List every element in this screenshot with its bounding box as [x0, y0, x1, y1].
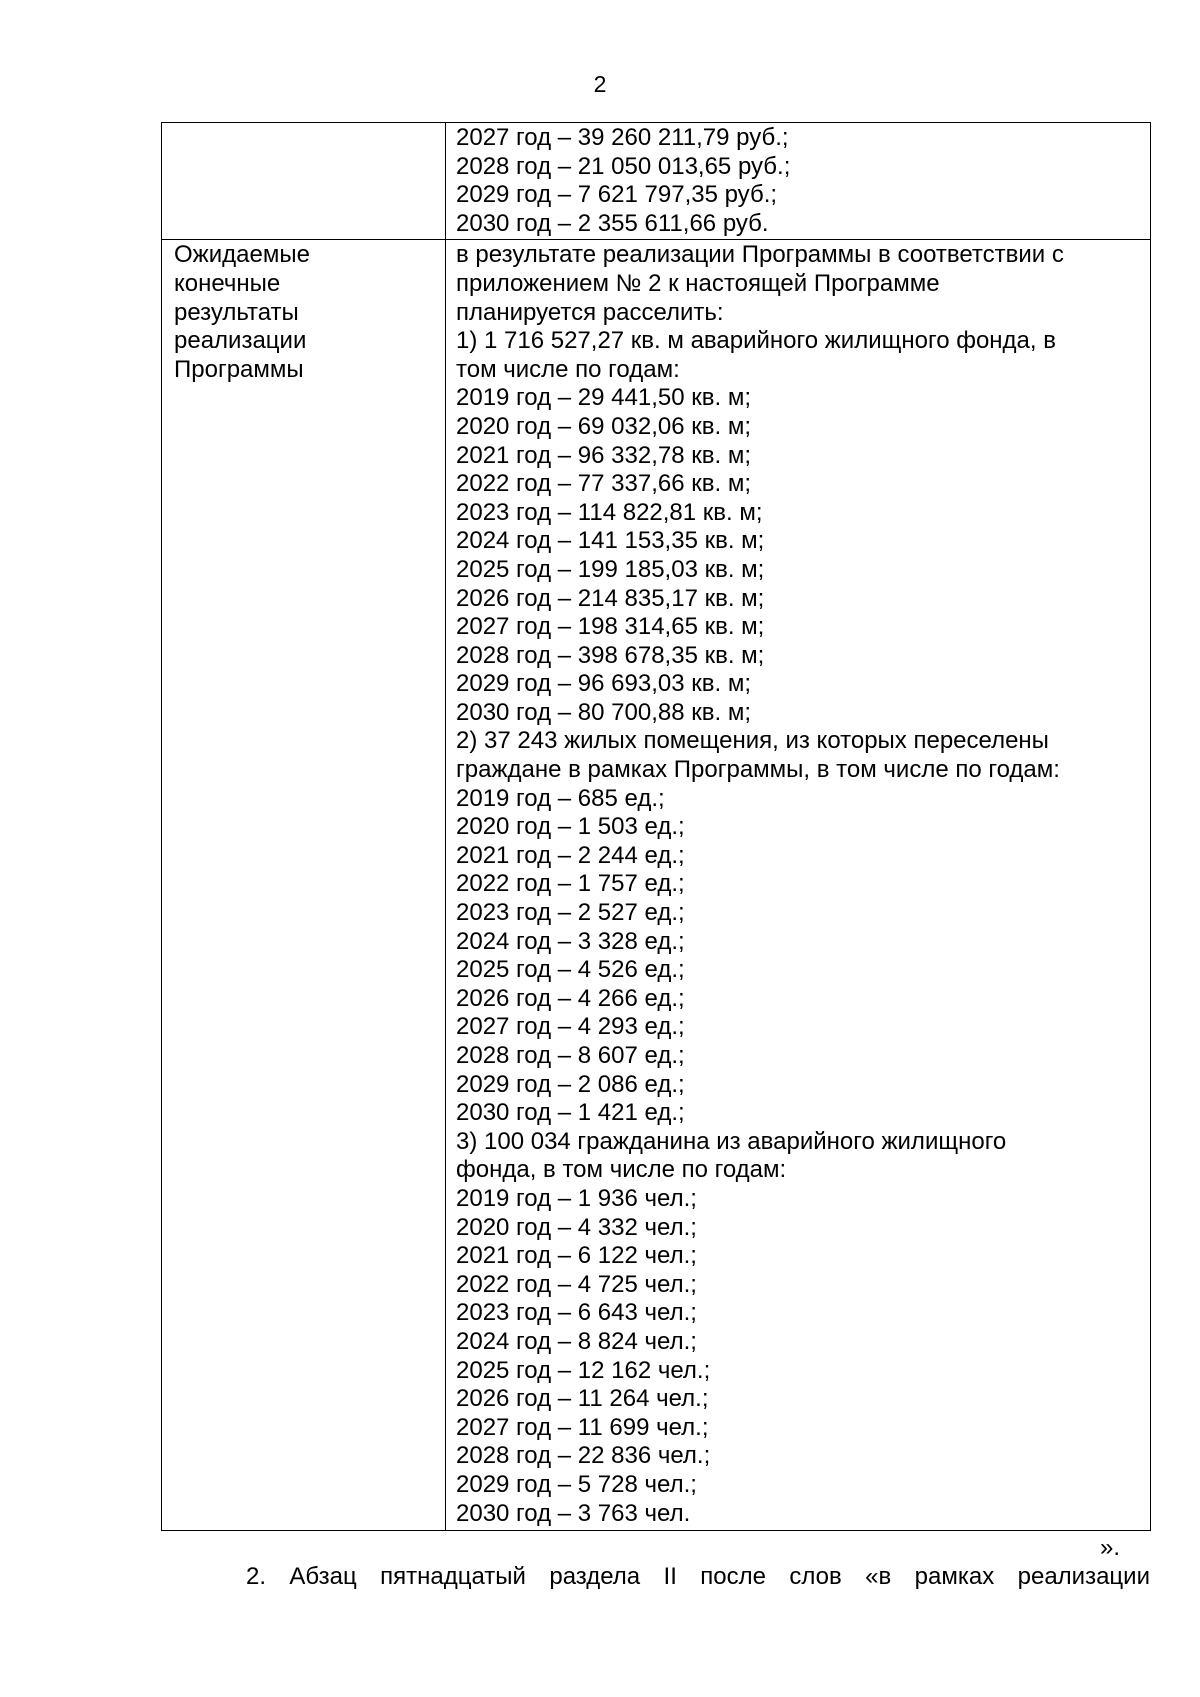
results-line: 2030 год – 80 700,88 кв. м;: [456, 698, 751, 726]
results-line: 2025 год – 4 526 ед.;: [456, 956, 685, 984]
results-line: 2023 год – 2 527 ед.;: [456, 899, 685, 927]
results-label-line: конечные: [174, 269, 281, 297]
results-line: 2019 год – 1 936 чел.;: [456, 1184, 697, 1212]
program-passport-table: [161, 122, 1151, 1531]
expected-results-label-cell: [162, 240, 446, 1531]
results-line: в результате реализации Программы в соответствии с: [456, 241, 1064, 269]
results-line: граждане в рамках Программы, в том числе по годам:: [456, 756, 1060, 784]
results-line: 3) 100 034 гражданина из аварийного жилищного: [456, 1127, 1007, 1155]
results-line: 2026 год – 4 266 ед.;: [456, 984, 685, 1012]
results-label-line: Ожидаемые: [174, 241, 310, 269]
results-line: 2026 год – 11 264 чел.;: [456, 1385, 709, 1413]
body-paragraph: 2. Абзац пятнадцатый раздела II после слов «в рамках реализации: [246, 1563, 1150, 1590]
results-line: 2020 год – 4 332 чел.;: [456, 1213, 697, 1241]
results-line: 1) 1 716 527,27 кв. м аварийного жилищного фонда, в: [456, 327, 1056, 355]
results-line: 2022 год – 1 757 ед.;: [456, 870, 685, 898]
results-line: том числе по годам:: [456, 355, 680, 383]
results-line: 2027 год – 198 314,65 кв. м;: [456, 613, 765, 641]
funding-line: 2030 год – 2 355 611,66 руб.: [456, 209, 769, 237]
funding-line: 2029 год – 7 621 797,35 руб.;: [456, 181, 778, 209]
results-label-line: результаты: [174, 298, 299, 326]
results-line: 2028 год – 398 678,35 кв. м;: [456, 641, 765, 669]
results-line: 2029 год – 5 728 чел.;: [456, 1470, 697, 1498]
results-line: фонда, в том числе по годам:: [456, 1156, 787, 1184]
funding-label-cell: [162, 123, 446, 240]
results-line: 2028 год – 22 836 чел.;: [456, 1442, 711, 1470]
results-line: приложением № 2 к настоящей Программе: [456, 269, 940, 297]
funding-line: 2028 год – 21 050 013,65 руб.;: [456, 152, 791, 180]
results-label-line: реализации: [174, 327, 307, 355]
results-line: 2027 год – 11 699 чел.;: [456, 1413, 709, 1441]
results-line: 2020 год – 1 503 ед.;: [456, 813, 685, 841]
closing-quote-mark: ».: [1100, 1534, 1121, 1561]
results-line: 2029 год – 96 693,03 кв. м;: [456, 670, 751, 698]
results-line: 2) 37 243 жилых помещения, из которых переселены: [456, 727, 1049, 755]
results-line: 2030 год – 3 763 чел.: [456, 1499, 691, 1527]
results-line: 2024 год – 141 153,35 кв. м;: [456, 527, 765, 555]
results-line: 2023 год – 6 643 чел.;: [456, 1299, 697, 1327]
results-line: 2019 год – 685 ед.;: [456, 784, 665, 812]
results-line: 2021 год – 96 332,78 кв. м;: [456, 441, 751, 469]
funding-values-cell: [446, 123, 1151, 240]
results-line: 2025 год – 199 185,03 кв. м;: [456, 555, 765, 583]
results-line: 2024 год – 8 824 чел.;: [456, 1327, 697, 1355]
results-line: 2019 год – 29 441,50 кв. м;: [456, 384, 751, 412]
table-row-funding: [162, 123, 1151, 240]
results-label-line: Программы: [174, 355, 304, 383]
page-number: 2: [593, 71, 607, 97]
results-line: 2026 год – 214 835,17 кв. м;: [456, 584, 765, 612]
results-line: 2029 год – 2 086 ед.;: [456, 1070, 685, 1098]
expected-results-values-cell: [446, 240, 1151, 1531]
table-row-expected-results: [162, 240, 1151, 1531]
results-line: 2022 год – 77 337,66 кв. м;: [456, 470, 751, 498]
results-line: 2024 год – 3 328 ед.;: [456, 927, 685, 955]
results-line: 2020 год – 69 032,06 кв. м;: [456, 412, 751, 440]
results-line: 2023 год – 114 822,81 кв. м;: [456, 498, 763, 526]
results-line: планируется расселить:: [456, 298, 724, 326]
funding-line: 2027 год – 39 260 211,79 руб.;: [456, 124, 789, 151]
results-line: 2027 год – 4 293 ед.;: [456, 1013, 685, 1041]
results-line: 2025 год – 12 162 чел.;: [456, 1356, 711, 1384]
results-line: 2021 год – 2 244 ед.;: [456, 841, 685, 869]
results-line: 2022 год – 4 725 чел.;: [456, 1270, 697, 1298]
results-line: 2030 год – 1 421 ед.;: [456, 1099, 685, 1127]
results-line: 2021 год – 6 122 чел.;: [456, 1242, 697, 1270]
results-line: 2028 год – 8 607 ед.;: [456, 1042, 685, 1069]
